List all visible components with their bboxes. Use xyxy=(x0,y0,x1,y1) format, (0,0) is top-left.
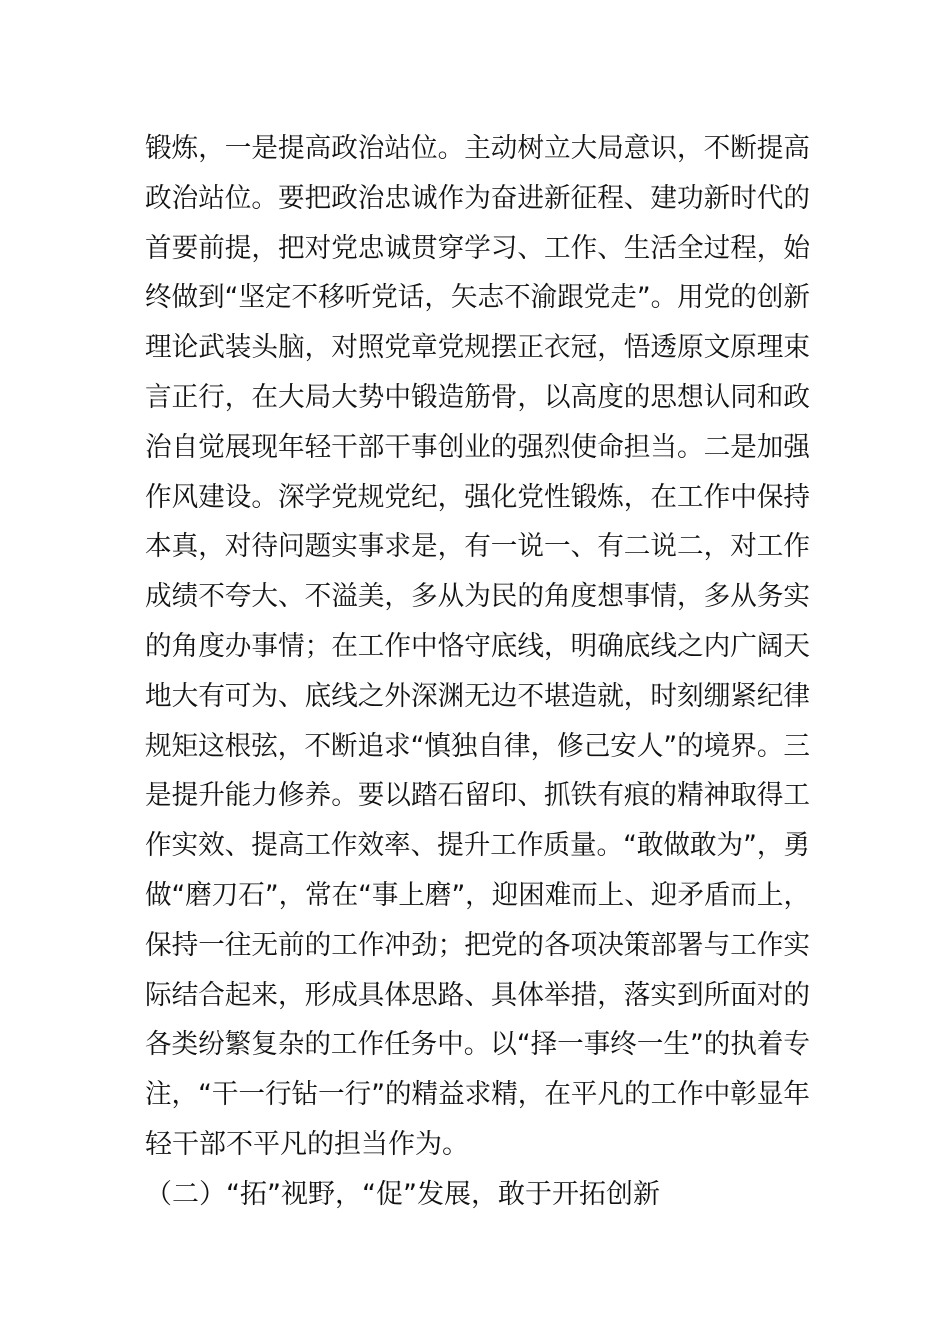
body-paragraph xyxy=(145,124,810,1170)
paragraph-line: 际结合起来，形成具体思路、具体举措，落实到所面对的 xyxy=(145,979,811,1011)
paragraph-line: 的角度办事情；在工作中恪守底线，明确底线之内广阔天 xyxy=(145,630,811,662)
paragraph-line: 做“磨刀石”，常在“事上磨”，迎困难而上、迎矛盾而上， xyxy=(145,879,810,911)
paragraph-line: 保持一往无前的工作冲劲；把党的各项决策部署与工作实 xyxy=(145,929,811,961)
section-heading: （二）“拓”视野，“促”发展，敢于开拓创新 xyxy=(145,1179,660,1210)
paragraph-line: 首要前提，把对党忠诚贯穿学习、工作、生活全过程，始 xyxy=(145,232,811,264)
paragraph-line: 言正行，在大局大势中锻造筋骨，以高度的思想认同和政 xyxy=(145,381,811,413)
paragraph-line: 轻干部不平凡的担当作为。 xyxy=(145,1128,469,1160)
paragraph-line: 地大有可为、底线之外深渊无边不堪造就，时刻绷紧纪律 xyxy=(145,680,811,712)
paragraph-line: 理论武装头脑，对照党章党规摆正衣冠，悟透原文原理束 xyxy=(145,332,811,364)
paragraph-line: 注，“干一行钻一行”的精益求精，在平凡的工作中彰显年 xyxy=(145,1079,810,1111)
paragraph-line: 治自觉展现年轻干部干事创业的强烈使命担当。二是加强 xyxy=(145,431,811,463)
paragraph-line: 作实效、提高工作效率、提升工作质量。“敢做敢为”，勇 xyxy=(145,830,810,862)
paragraph-line: 本真，对待问题实事求是，有一说一、有二说二，对工作 xyxy=(145,531,811,563)
paragraph-line: 各类纷繁复杂的工作任务中。以“择一事终一生”的执着专 xyxy=(145,1029,810,1061)
paragraph-line: 作风建设。深学党规党纪，强化党性锻炼，在工作中保持 xyxy=(145,481,811,513)
paragraph-line: 规矩这根弦，不断追求“慎独自律，修己安人”的境界。三 xyxy=(145,730,810,762)
paragraph-line: 政治站位。要把政治忠诚作为奋进新征程、建功新时代的 xyxy=(145,182,811,214)
paragraph-line: 是提升能力修养。要以踏石留印、抓铁有痕的精神取得工 xyxy=(145,780,811,812)
paragraph-line: 终做到“坚定不移听党话，矢志不渝跟党走”。用党的创新 xyxy=(145,282,810,314)
paragraph-line: 成绩不夸大、不溢美，多从为民的角度想事情，多从务实 xyxy=(145,581,811,613)
paragraph-line: 锻炼，一是提高政治站位。主动树立大局意识，不断提高 xyxy=(145,133,811,164)
